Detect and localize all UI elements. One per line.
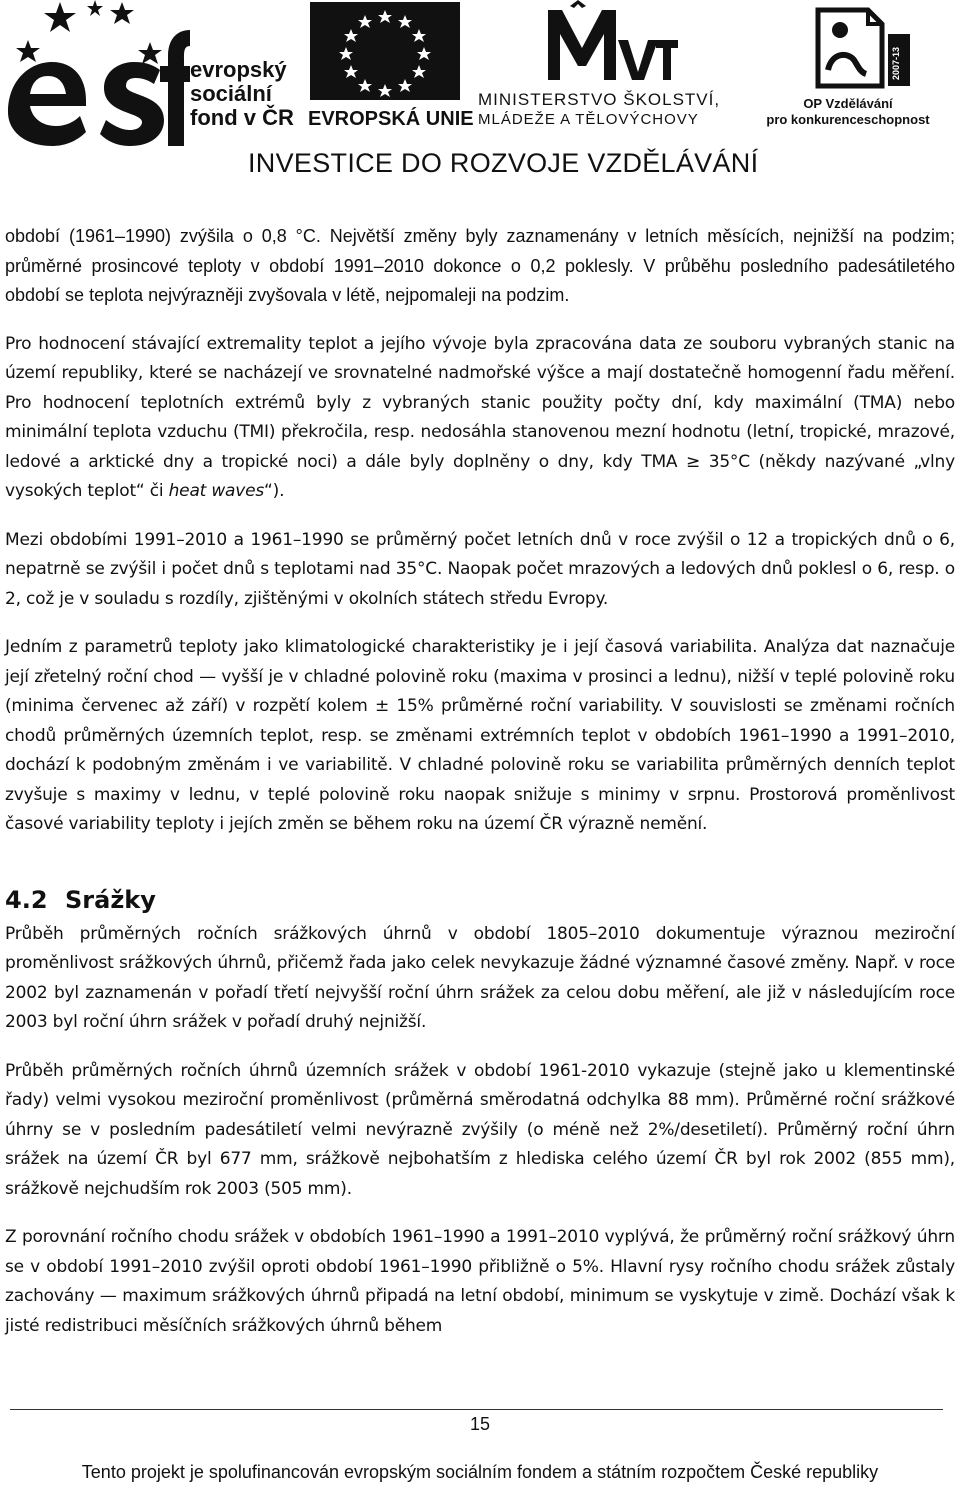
op-mark-icon [758, 0, 938, 92]
section-title: Srážky [65, 885, 156, 914]
esf-label [190, 58, 294, 130]
esf-mark-icon [0, 0, 190, 150]
esf-label-line-3: fond v ČR [190, 105, 294, 130]
op-logo [758, 0, 958, 150]
section-heading [5, 886, 955, 914]
heat-waves-term: heat waves [168, 481, 265, 501]
paragraph-7: Z porovnání ročního chodu srážek v obdobích 1961–1990 a 1991–2010 vyplývá, že průměrný roční srážkový úhrn se v období 1991–2010 zvýšil oproti období 1961–1990 přibližně o 5%. Hlavní rysy ročního chodu srážek zůstaly zachovány — maximum srážkových úhrnů připadá na letní období, minimum se vyskytuje v zimě. Dochází však k jisté redistribuci měsíčních srážkových úhrnů během [5, 1227, 955, 1336]
msmt-label-line-2: MLÁDEŽE A TĚLOVÝCHOVY [478, 111, 699, 128]
paragraph-2-text: Pro hodnocení stávající extremality teplot a jejího vývoje byla zpracována data ze souboru vybraných stanic na území republiky, které se nacházejí ve srovnatelné nadmořské výšce a mají dostatečně homogenní řadu měření. Pro hodnocení teplotních extrémů byly z vybraných stanic použity počty dní, kdy maximální (TMA) nebo minimální teplota vzduchu (TMI) překročila, resp. nedosáhla stanovenou mezní hodnotu (letní, tropické, mrazové, ledové a arktické dny a tropické noci) a dále byly doplněny o dny, kdy TMA ≥ 35°C (někdy nazývané „vlny vysokých teplot“ či [5, 333, 955, 501]
heat-waves-tail: “). [264, 481, 285, 501]
eu-label: EVROPSKÁ UNIE [308, 108, 474, 130]
op-label-line-2: pro konkurenceschopnost [766, 112, 930, 127]
op-label-line-1: OP Vzdělávání [803, 96, 893, 111]
msmt-label [478, 90, 720, 130]
eu-flag-icon [310, 2, 460, 100]
paragraph-4: Jedním z parametrů teploty jako klimatologické charakteristiky je i její časová variabilita. Analýza dat naznačuje její zřetelný roční chod — vyšší je v chladné polovině roku (maxima v prosinci a lednu), nižší v teplé polovině roku (minima červenec až září) v rozpětí kolem ± 15% průměrné roční variability. V souvislosti se změnami ročních chodů průměrných územních teplot, resp. se změnami extrémních teplot v obdobích 1961–1990 a 1991–2010, dochází k podobným změnám i ve variabilitě. V chladné polovině roku se variabilita průměrných denních teplot zvyšuje s maximy v lednu, v teplé polovině roku naopak snižuje s minimy v srpnu. Prostorová proměnlivost časové variability teploty i jejích změn se během roku na území ČR výrazně nemění. [5, 637, 955, 834]
document-body [5, 222, 955, 1341]
footer-note: Tento projekt je spolufinancován evropským sociálním fondem a státním rozpočtem České republiky [81, 1462, 879, 1482]
eu-logo [308, 0, 474, 150]
investice-banner: INVESTICE DO ROZVOJE VZDĚLÁVÁNÍ [248, 148, 759, 178]
paragraph-5: Průběh průměrných ročních srážkových úhrnů v období 1805–2010 dokumentuje výraznou meziroční proměnlivost srážkových úhrnů, přičemž řada jako celek nevykazuje žádné významné časové změny. Např. v roce 2002 byl zaznamenán v pořadí třetí nejvyšší roční úhrn srážek za celou dobu měření, ale již v následujícím roce 2003 byl roční úhrn srážek v pořadí druhý nejnižší. [5, 923, 955, 1032]
msmt-mark-icon [478, 0, 678, 88]
paragraph-6: Průběh průměrných ročních úhrnů územních srážek v období 1961-2010 vykazuje (stejně jako u klementinské řady) velmi vysokou meziroční proměnlivost (průměrná směrodatná odchylka 88 mm). Průměrné roční srážkové úhrny se v posledním padesátiletí velmi nevýrazně zvýšily (o méně než 2%/desetiletí). Průměrný roční úhrn srážek na území ČR byl 677 mm, srážkově nejbohatším z hlediska celého území ČR byl rok 2002 (855 mm), srážkově nejchudším rok 2003 (505 mm). [5, 1060, 955, 1199]
msmt-logo [478, 0, 748, 150]
paragraph-1: období (1961–1990) zvýšila o 0,8 °C. Největší změny byly zaznamenány v letních měsících, nejnižší na podzim; průměrné prosincové teploty v období 1991–2010 dokonce o 0,2 poklesly. V průběhu posledního padesátiletého období se teplota nejvýrazněji zvyšovala v létě, nejpomaleji na podzim. [5, 226, 955, 305]
paragraph-2 [5, 330, 955, 507]
esf-label-line-1: evropský [190, 57, 287, 82]
paragraph-3: Mezi obdobími 1991–2010 a 1961–1990 se průměrný počet letních dnů v roce zvýšil o 12 a tropických dnů o 6, nepatrně se zvýšil i počet dnů s teplotami nad 35°C. Naopak počet mrazových a ledových dnů poklesl o 6, resp. o 2, což je v souladu s rozdíly, zjištěnými v okolních státech středu Evropy. [5, 529, 955, 609]
header-logos [0, 0, 960, 190]
msmt-label-line-1: MINISTERSTVO ŠKOLSTVÍ, [478, 90, 721, 109]
op-label [758, 96, 938, 128]
esf-logo [0, 0, 300, 150]
page-number: 15 [469, 1414, 491, 1434]
footer-divider [10, 1409, 943, 1410]
section-number: 4.2 [5, 885, 48, 914]
op-years-label: 2007-13 [891, 46, 901, 80]
esf-label-line-2: sociální [190, 81, 272, 106]
